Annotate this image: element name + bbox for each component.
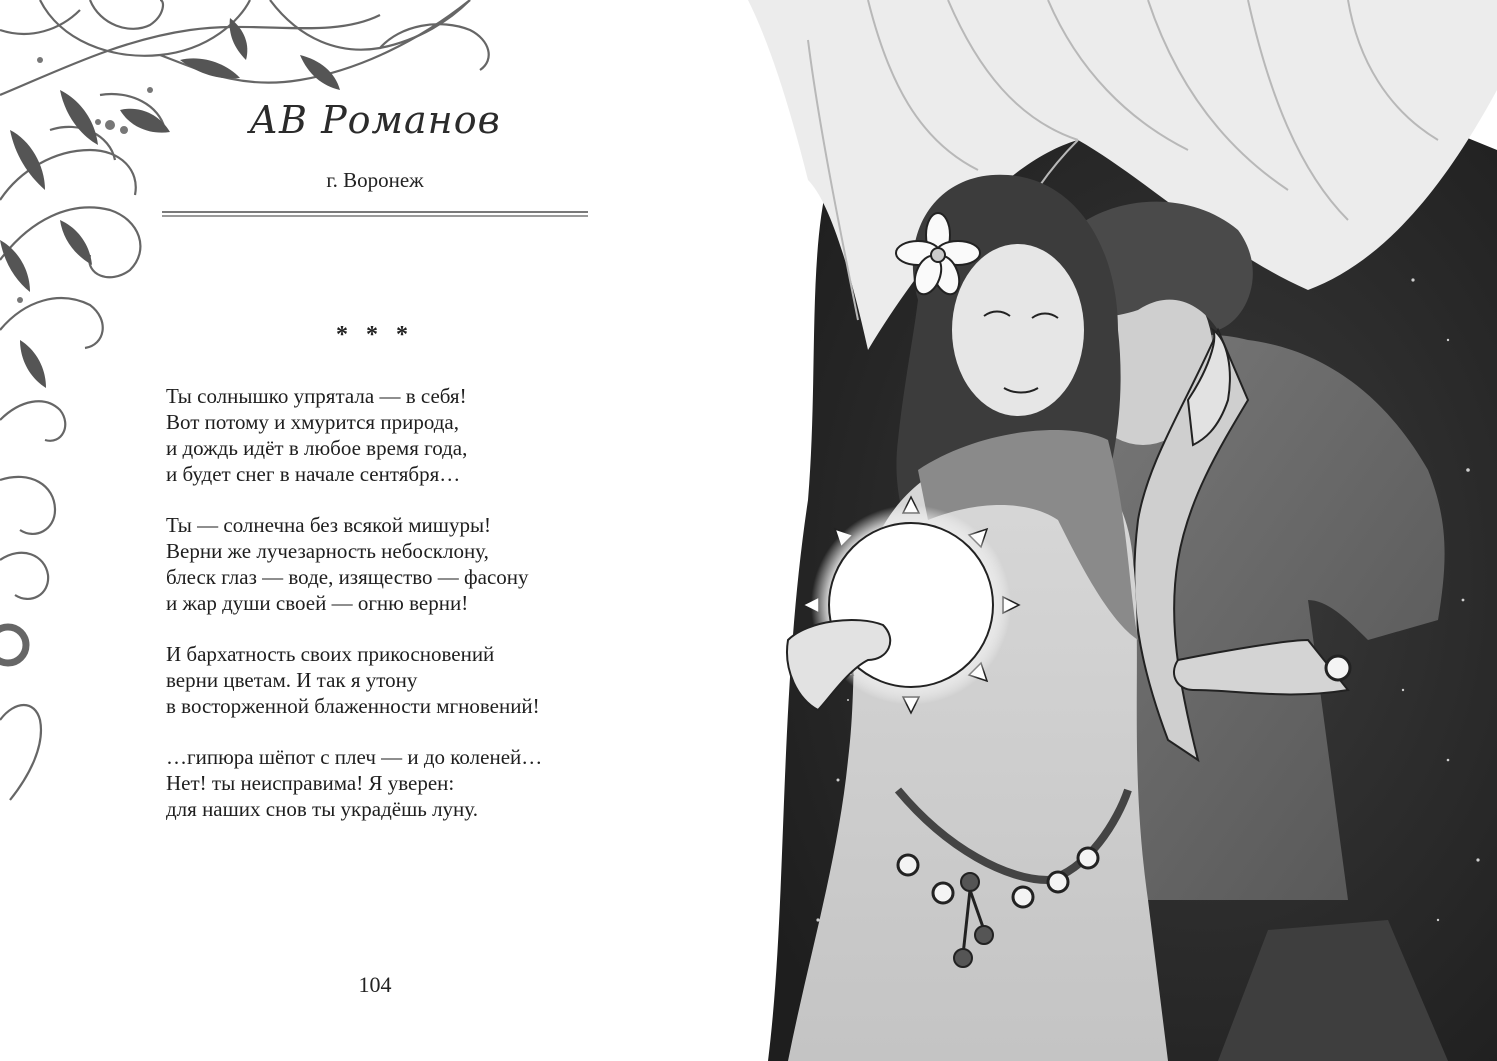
stanza — [166, 383, 606, 487]
verse-line: Нет! ты неисправима! Я уверен: — [166, 771, 455, 795]
stanza — [166, 641, 606, 719]
verse-line: …гипюра шёпот с плеч — и до коленей… — [166, 745, 543, 769]
right-page — [748, 0, 1497, 1061]
verse-line: Вот потому и хмурится природа, — [166, 410, 459, 434]
verse-line: верни цветам. И так я утону — [166, 668, 418, 692]
author-name: АВ Романов — [249, 98, 501, 142]
verse-line: и будет снег в начале сентября… — [166, 462, 461, 486]
title-divider — [162, 211, 588, 219]
verse-line: и жар души своей — огню верни! — [166, 591, 469, 615]
stanza — [166, 744, 606, 822]
poem-separator: * * * — [336, 322, 414, 348]
verse-line: Верни же лучезарность небосклону, — [166, 539, 489, 563]
verse-line: И бархатность своих прикосновений — [166, 642, 495, 666]
verse-line: блеск глаз — воде, изящество — фасону — [166, 565, 529, 589]
verse-line: и дождь идёт в любое время года, — [166, 436, 468, 460]
verse-line: Ты солнышко упрятала — в себя! — [166, 384, 467, 408]
verse-line: Ты — солнечна без всякой мишуры! — [166, 513, 492, 537]
couple-illustration — [748, 0, 1497, 1061]
page-number: 104 — [358, 972, 392, 997]
left-page — [0, 0, 748, 1061]
verse-line: для наших снов ты украдёшь луну. — [166, 797, 478, 821]
stanza — [166, 512, 606, 616]
verse-line: в восторженной блаженности мгновений! — [166, 694, 540, 718]
author-city: г. Воронеж — [326, 168, 424, 192]
poem-text — [166, 383, 606, 847]
